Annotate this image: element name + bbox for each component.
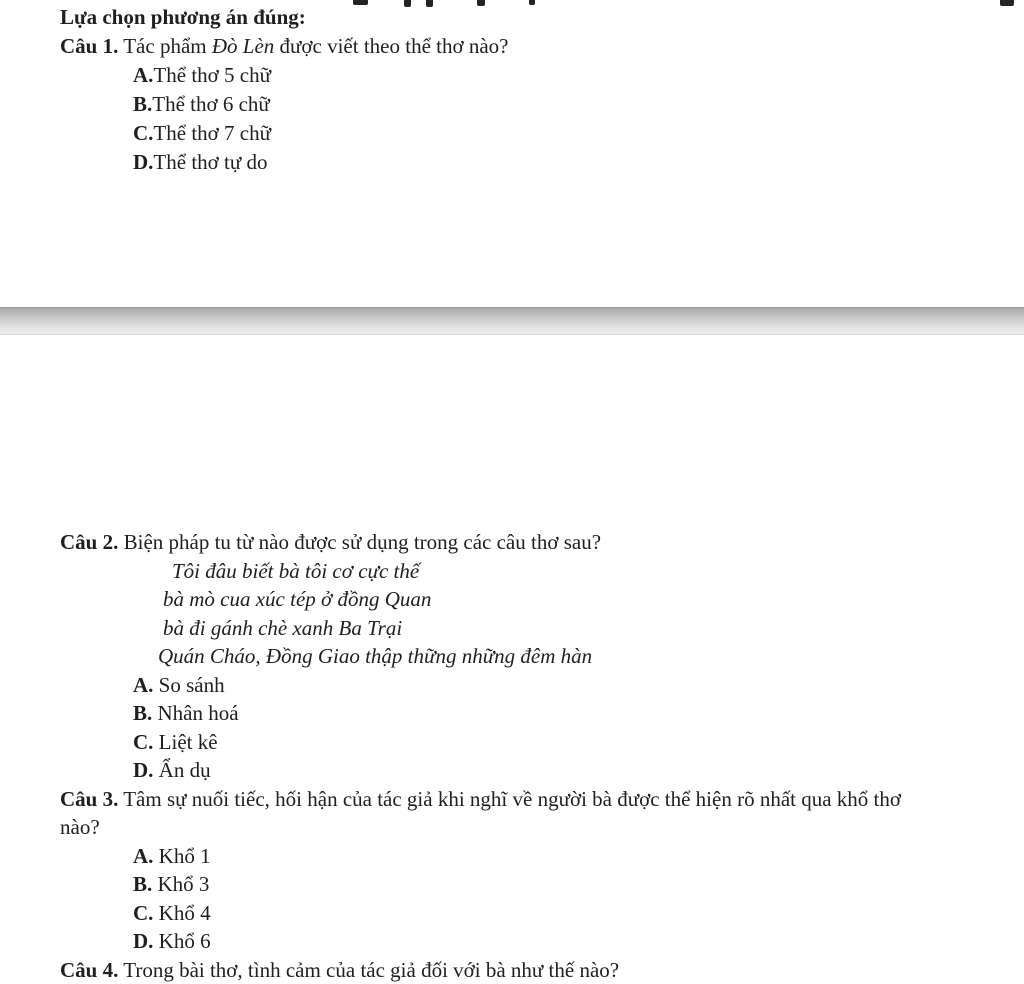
option-text: Liệt kê: [153, 730, 217, 754]
option-letter: A.: [133, 673, 153, 697]
clipped-text-fragment: [477, 0, 485, 6]
question-2-option-a: [133, 671, 1000, 700]
question-1: [60, 32, 1000, 61]
clipped-text-fragment: [353, 0, 368, 5]
question-2-option-c: [133, 728, 1000, 757]
option-letter: C.: [133, 121, 153, 145]
option-text: Khổ 1: [153, 844, 210, 868]
option-letter: D.: [133, 758, 153, 782]
option-text: So sánh: [153, 673, 224, 697]
page-2: [0, 335, 1024, 984]
clipped-text-fragment: [426, 0, 433, 7]
question-3-text-line-2: nào?: [60, 813, 1000, 842]
page-separator: [0, 307, 1024, 335]
instruction-heading: Lựa chọn phương án đúng:: [60, 3, 1000, 32]
question-2-option-d: [133, 756, 1000, 785]
option-letter: D.: [133, 929, 153, 953]
clipped-text-fragment: [1000, 0, 1014, 6]
option-text: Khổ 3: [152, 872, 209, 896]
question-3-option-b: [133, 870, 1000, 899]
question-1-option-a: [133, 61, 1000, 90]
option-letter: C.: [133, 730, 153, 754]
question-2: [60, 528, 1000, 557]
question-4-number: Câu 4.: [60, 958, 118, 982]
poem-line-2: bà mò cua xúc tép ở đồng Quan: [163, 585, 1000, 614]
question-1-work-title: Đò Lèn: [212, 34, 274, 58]
option-text: Ẩn dụ: [153, 758, 210, 782]
option-text: Thể thơ tự do: [153, 150, 267, 174]
question-1-text-tail: được viết theo thể thơ nào?: [274, 34, 508, 58]
option-text: Nhân hoá: [152, 701, 238, 725]
option-text: Thể thơ 6 chữ: [152, 92, 270, 116]
option-letter: A.: [133, 63, 153, 87]
question-3-option-d: [133, 927, 1000, 956]
option-letter: B.: [133, 701, 152, 725]
question-3: [60, 785, 1000, 814]
option-letter: B.: [133, 872, 152, 896]
question-2-option-b: [133, 699, 1000, 728]
question-2-text: Biện pháp tu từ nào được sử dụng trong các câu thơ sau?: [118, 530, 601, 554]
option-text: Khổ 4: [153, 901, 210, 925]
option-text: Khổ 6: [153, 929, 210, 953]
question-1-option-b: [133, 90, 1000, 119]
option-text: Thể thơ 5 chữ: [153, 63, 271, 87]
question-4-text: Trong bài thơ, tình cảm của tác giả đối với bà như thế nào?: [118, 958, 619, 982]
page-1: [0, 0, 1024, 307]
poem-line-1: Tôi đâu biết bà tôi cơ cực thế: [172, 557, 1000, 586]
question-4-clipped: [60, 956, 1000, 984]
option-text: Thể thơ 7 chữ: [153, 121, 271, 145]
clipped-text-fragment: [529, 0, 535, 5]
option-letter: C.: [133, 901, 153, 925]
option-letter: B.: [133, 92, 152, 116]
poem-line-4: Quán Cháo, Đồng Giao thập thững những đêm hàn: [158, 642, 1000, 671]
question-1-text: Tác phẩm: [118, 34, 212, 58]
question-2-number: Câu 2.: [60, 530, 118, 554]
option-letter: A.: [133, 844, 153, 868]
question-1-option-c: [133, 119, 1000, 148]
question-3-option-c: [133, 899, 1000, 928]
question-3-number: Câu 3.: [60, 787, 118, 811]
question-1-option-d: [133, 148, 1000, 177]
option-letter: D.: [133, 150, 153, 174]
clipped-text-fragment: [404, 0, 411, 7]
question-1-number: Câu 1.: [60, 34, 118, 58]
question-3-text-line-1: Tâm sự nuối tiếc, hối hận của tác giả khi nghĩ về người bà được thể hiện rõ nhất qua khổ thơ: [118, 787, 901, 811]
question-3-option-a: [133, 842, 1000, 871]
poem-line-3: bà đi gánh chè xanh Ba Trại: [163, 614, 1000, 643]
